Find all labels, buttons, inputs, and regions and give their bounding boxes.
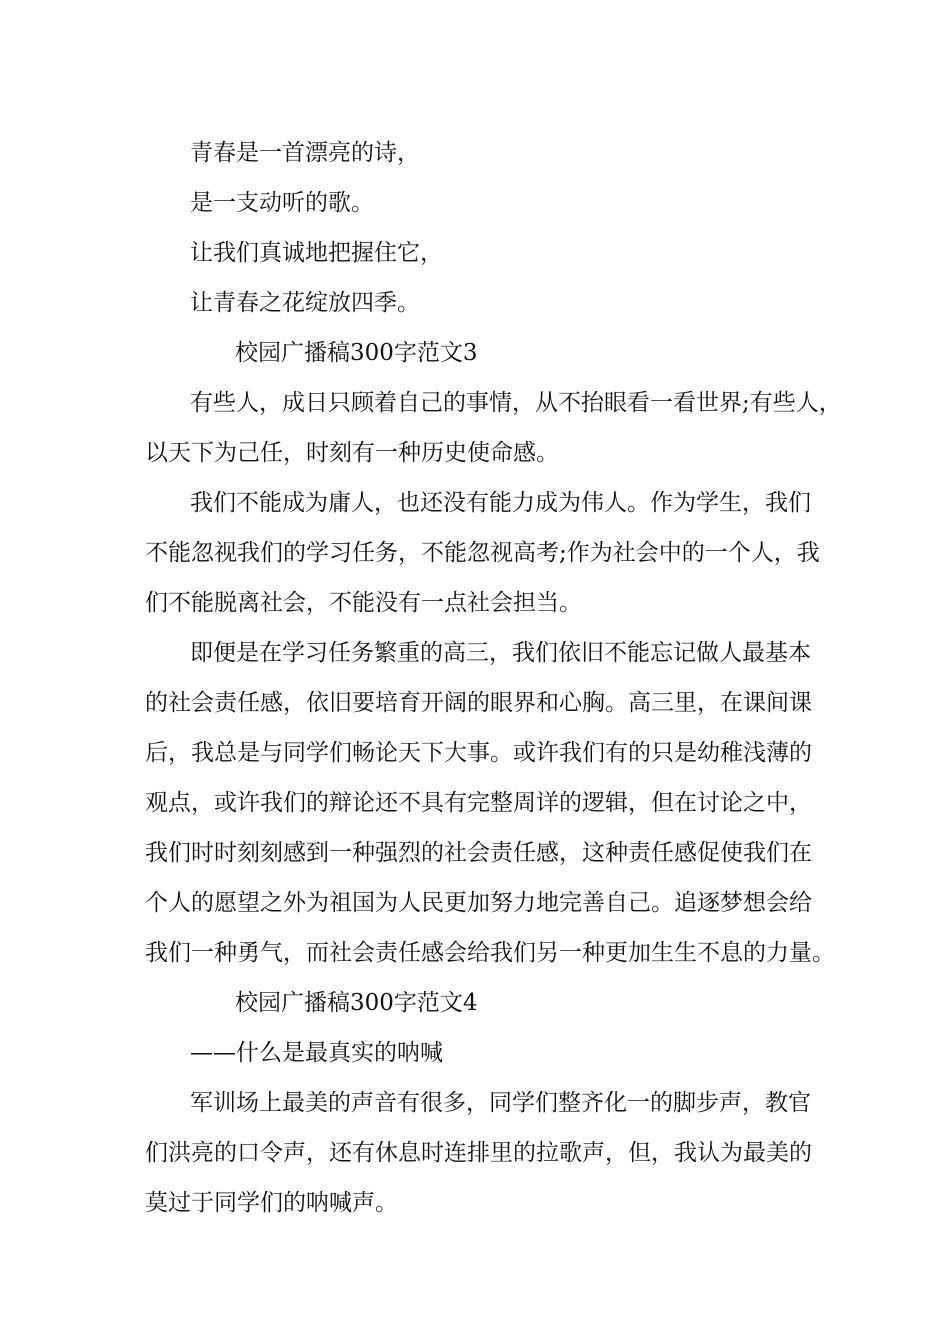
paragraph-line: 军训场上最美的声音有很多，同学们整齐化一的脚步声，教官	[190, 1090, 811, 1116]
paragraph-line: 我们一种勇气，而社会责任感会给我们另一种更加生生不息的力量。	[145, 940, 835, 966]
paragraph-line: 我们不能成为庸人，也还没有能力成为伟人。作为学生，我们	[190, 490, 811, 516]
paragraph-line: 我们时时刻刻感到一种强烈的社会责任感，这种责任感促使我们在	[145, 840, 812, 866]
paragraph-line: 有些人，成日只顾着自己的事情，从不抬眼看一看世界;有些人，	[190, 390, 842, 416]
paragraph-line: 个人的愿望之外为祖国为人民更加努力地完善自己。追逐梦想会给	[145, 890, 812, 916]
poem-line: 青春是一首漂亮的诗，	[190, 140, 420, 166]
paragraph	[145, 378, 842, 478]
section-heading: 校园广播稿300字范文3	[235, 340, 478, 366]
section-heading: 校园广播稿300字范文4	[235, 990, 478, 1016]
paragraph	[145, 628, 835, 978]
paragraph-line: 们不能脱离社会，不能没有一点社会担当。	[145, 590, 582, 616]
section-subtitle: ——什么是最真实的呐喊	[190, 1040, 443, 1066]
paragraph-line: 不能忽视我们的学习任务，不能忽视高考;作为社会中的一个人，我	[145, 540, 820, 566]
paragraph-line: 们洪亮的口令声，还有休息时连排里的拉歌声，但，我认为最美的	[145, 1140, 812, 1166]
paragraph	[145, 478, 820, 628]
paragraph-line: 观点，或许我们的辩论还不具有完整周详的逻辑，但在讨论之中，	[145, 790, 812, 816]
paragraph-line: 即便是在学习任务繁重的高三，我们依旧不能忘记做人最基本	[190, 640, 811, 666]
poem-line: 是一支动听的歌。	[190, 190, 374, 216]
poem-line: 让青春之花绽放四季。	[190, 290, 420, 316]
paragraph-line: 莫过于同学们的呐喊声。	[145, 1190, 398, 1216]
paragraph	[145, 1078, 810, 1228]
paragraph-line: 以天下为己任，时刻有一种历史使命感。	[145, 440, 559, 466]
poem-line: 让我们真诚地把握住它，	[190, 240, 443, 266]
paragraph-line: 后，我总是与同学们畅论天下大事。或许我们有的只是幼稚浅薄的	[145, 740, 812, 766]
paragraph-line: 的社会责任感，依旧要培育开阔的眼界和心胸。高三里，在课间课	[145, 690, 812, 716]
document-body	[145, 128, 842, 1228]
